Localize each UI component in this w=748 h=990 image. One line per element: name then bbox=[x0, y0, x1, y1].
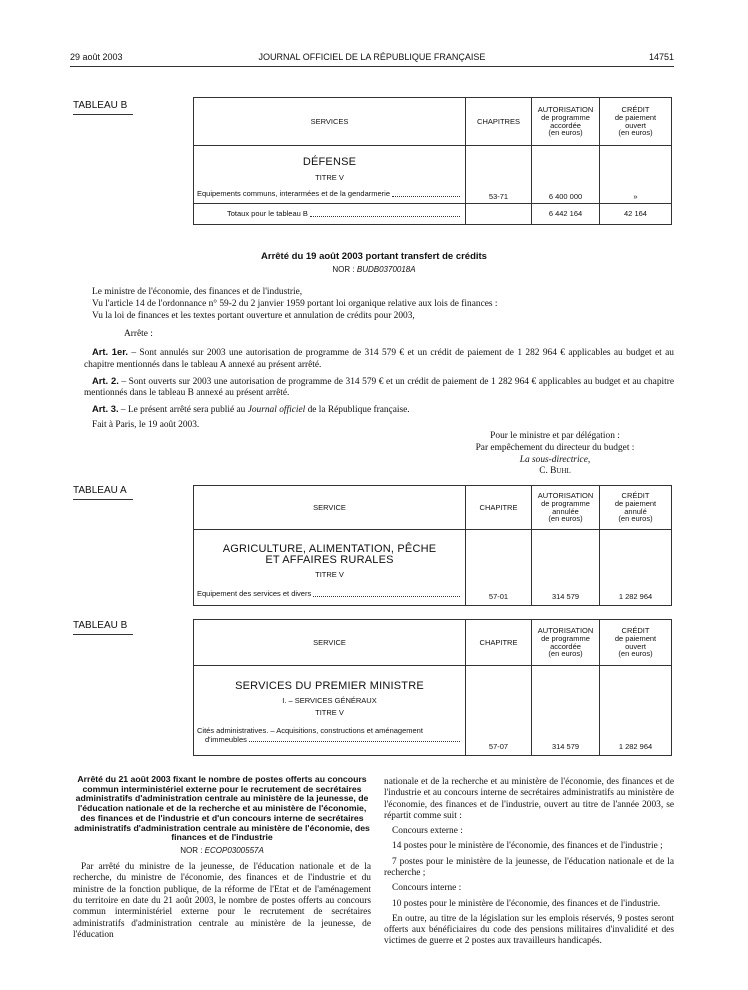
table1-label: TABLEAU B bbox=[73, 100, 133, 115]
arrete1-arrete: Arrête : bbox=[124, 329, 153, 340]
arrete1-signature: Pour le ministre et par délégation : Par empêchement du directeur du budget : La sous-directrice, C. Buhl bbox=[475, 431, 635, 477]
table1-row-chapitre: 53-71 bbox=[466, 146, 532, 204]
table2-section: AGRICULTURE, ALIMENTATION, PÊCHE ET AFFAIRES RURALES bbox=[222, 543, 437, 566]
table3-row-chapitre: 57-07 bbox=[466, 666, 532, 756]
table3-label: TABLEAU B bbox=[73, 620, 133, 635]
arrete2-right-p4: 7 postes pour le ministère de la jeunesse, de l'éducation nationale et de la recherche ; bbox=[384, 856, 674, 878]
arrete2-right-p3: 14 postes pour le ministère de l'économie, des finances et de l'industrie ; bbox=[392, 841, 663, 852]
table3-col-credit: CRÉDIT de paiement ouvert (en euros) bbox=[600, 620, 672, 666]
table2-row-chapitre: 57-01 bbox=[466, 530, 532, 606]
arrete2-left-paragraph: Par arrêté du ministre de la jeunesse, de l'éducation nationale et de la recherche, du ministre de l'économie, des finances et de l'industrie et du ministre de la fonction publique, de la réforme de l'Etat et de l'aménagement du territoire en date du 21 août 2003, le nombre de postes offerts au concours commun interministériel externe pour le recrutement de secrétaires administratifs d'administration centrale au ministère de la jeunesse, de l'éducation bbox=[73, 862, 371, 940]
arrete1-nor bbox=[0, 265, 748, 275]
table3-row-credit: 1 282 964 bbox=[600, 666, 672, 756]
table2-row-credit: 1 282 964 bbox=[600, 530, 672, 606]
table1-row-autorisation: 6 400 000 bbox=[532, 146, 600, 204]
table2-col-autorisation: AUTORISATION de programme annulée (en euros) bbox=[532, 486, 600, 530]
arrete2-right-p2: Concours externe : bbox=[392, 826, 463, 837]
arrete1-art3-label: Art. 3. bbox=[92, 403, 119, 414]
arrete1-title: Arrêté du 19 août 2003 portant transfert de crédits bbox=[261, 251, 487, 262]
arrete1-nor-code: BUDB0370018A bbox=[356, 265, 416, 274]
arrete1-art3: Art. 3. – Le présent arrêté sera publié au Journal officiel de la République française. bbox=[92, 403, 410, 415]
arrete2-right-p6: 10 postes pour le ministère de l'économie, des finances et de l'industrie. bbox=[392, 898, 661, 909]
table1-total-credit: 42 164 bbox=[600, 204, 672, 225]
table2-col-chapitre: CHAPITRE bbox=[466, 486, 532, 530]
arrete2-nor bbox=[73, 846, 371, 856]
table2-row-autorisation: 314 579 bbox=[532, 530, 600, 606]
table1 bbox=[193, 97, 672, 225]
table1-section: DÉFENSE bbox=[302, 156, 357, 168]
page-header bbox=[70, 52, 674, 67]
arrete1-art1-label: Art. 1er. bbox=[92, 346, 128, 357]
table1-col-service: SERVICES bbox=[194, 98, 466, 146]
arrete1-p2: Vu l'article 14 de l'ordonnance n° 59-2 du 2 janvier 1959 portant loi organique relative aux lois de finances : bbox=[92, 298, 498, 309]
table3-row-autorisation: 314 579 bbox=[532, 666, 600, 756]
table2-row-label: Equipement des services et divers bbox=[197, 589, 312, 599]
table2-row bbox=[197, 589, 462, 598]
arrete2-right-p1: nationale et de la recherche et au ministère de l'économie, des finances et de l'industrie et au concours interne de secrétaires administratifs au ministère de l'économie, des finances et de l'industrie, ouvert au titre de l'année 2003, se répartit comme suit : bbox=[384, 777, 674, 821]
table2 bbox=[193, 485, 672, 606]
arrete1-fait: Fait à Paris, le 19 août 2003. bbox=[92, 419, 200, 430]
arrete2-nor-label: NOR : bbox=[180, 846, 203, 856]
table2-col-credit: CRÉDIT de paiement annulé (en euros) bbox=[600, 486, 672, 530]
table1-col-chapitres: CHAPITRES bbox=[466, 98, 532, 146]
arrete2-right-p7: En outre, au titre de la législation sur les emplois réservés, 9 postes seront offerts aux bénéficiaires du code des pensions militaires d'invalidité et des victimes de guerre et 2 postes aux travailleurs handicapés. bbox=[384, 913, 674, 947]
table3-col-chapitre: CHAPITRE bbox=[466, 620, 532, 666]
arrete1-nor-label: NOR : bbox=[332, 265, 355, 274]
table1-total-label: Totaux pour le tableau B bbox=[227, 209, 308, 219]
arrete2-right-p5: Concours interne : bbox=[392, 883, 462, 894]
arrete1-art1: Art. 1er. – Sont annulés sur 2003 une autorisation de programme de 314 579 € et un crédit de paiement de 1 282 964 € applicables au budget et au chapitre mentionnés dans le tableau A annexé au présent arrêté. bbox=[84, 346, 674, 370]
arrete2-title: Arrêté du 21 août 2003 fixant le nombre de postes offerts au concours commun interministériel externe pour le recrutement de secrétaires administratifs d'administration centrale au ministère de la jeunesse, de l'éducation nationale et de la recherche et au ministère de l'économie, des finances et de l'industrie et d'un concours interne de secrétaires administratifs d'administration centrale au ministère de l'économie, des finances et de l'industrie bbox=[74, 774, 370, 843]
table2-label: TABLEAU A bbox=[73, 485, 133, 500]
arrete1-art2-label: Art. 2. bbox=[92, 374, 119, 386]
table1-col-autorisation: AUTORISATION de programme accordée (en euros) bbox=[532, 98, 600, 146]
table1-col-credit: CRÉDIT de paiement ouvert (en euros) bbox=[600, 98, 672, 146]
table3-row bbox=[197, 735, 462, 744]
arrete1-p3: Vu la loi de finances et les textes portant ouverture et annulation de crédits pour 2003, bbox=[92, 310, 415, 321]
table1-total-autorisation: 6 442 164 bbox=[532, 204, 600, 225]
table1-row bbox=[197, 189, 462, 198]
arrete1-body bbox=[84, 287, 674, 432]
arrete2-nor-code: ECOP0300557A bbox=[204, 846, 264, 856]
header-journal: JOURNAL OFFICIEL DE LA RÉPUBLIQUE FRANÇAISE bbox=[258, 52, 486, 62]
table2-col-service: SERVICE bbox=[194, 486, 466, 530]
table1-row-label: Equipements communs, interarmées et de la gendarmerie bbox=[197, 189, 391, 199]
table3-row-label-b: d'immeubles bbox=[205, 734, 247, 744]
table3-col-service: SERVICE bbox=[194, 620, 466, 666]
header-page-number: 14751 bbox=[648, 52, 674, 62]
table3-subsection: I. – SERVICES GÉNÉRAUX bbox=[282, 695, 377, 705]
table2-titre: TITRE V bbox=[315, 570, 344, 579]
table3-titre: TITRE V bbox=[315, 708, 344, 718]
table3-row-label-a: Cités administratives. – Acquisitions, constructions et aménagement bbox=[197, 725, 423, 735]
arrete2-left-column bbox=[73, 775, 371, 945]
header-date: 29 août 2003 bbox=[70, 52, 123, 62]
table1-row-credit: » bbox=[600, 146, 672, 204]
table3-section: SERVICES DU PREMIER MINISTRE bbox=[235, 680, 424, 692]
table3 bbox=[193, 619, 672, 756]
arrete1-art2: Art. 2. – Sont ouverts sur 2003 une autorisation de programme de 314 579 € et un crédit de paiement de 1 282 964 € applicables au budget et au chapitre mentionnés dans le tableau B annexé au présent arrêté. bbox=[84, 374, 674, 399]
table1-titre: TITRE V bbox=[315, 172, 344, 182]
table3-col-autorisation: AUTORISATION de programme accordée (en euros) bbox=[532, 620, 600, 666]
arrete2-right-column bbox=[384, 777, 674, 952]
arrete1-p1: Le ministre de l'économie, des finances et de l'industrie, bbox=[92, 287, 303, 297]
